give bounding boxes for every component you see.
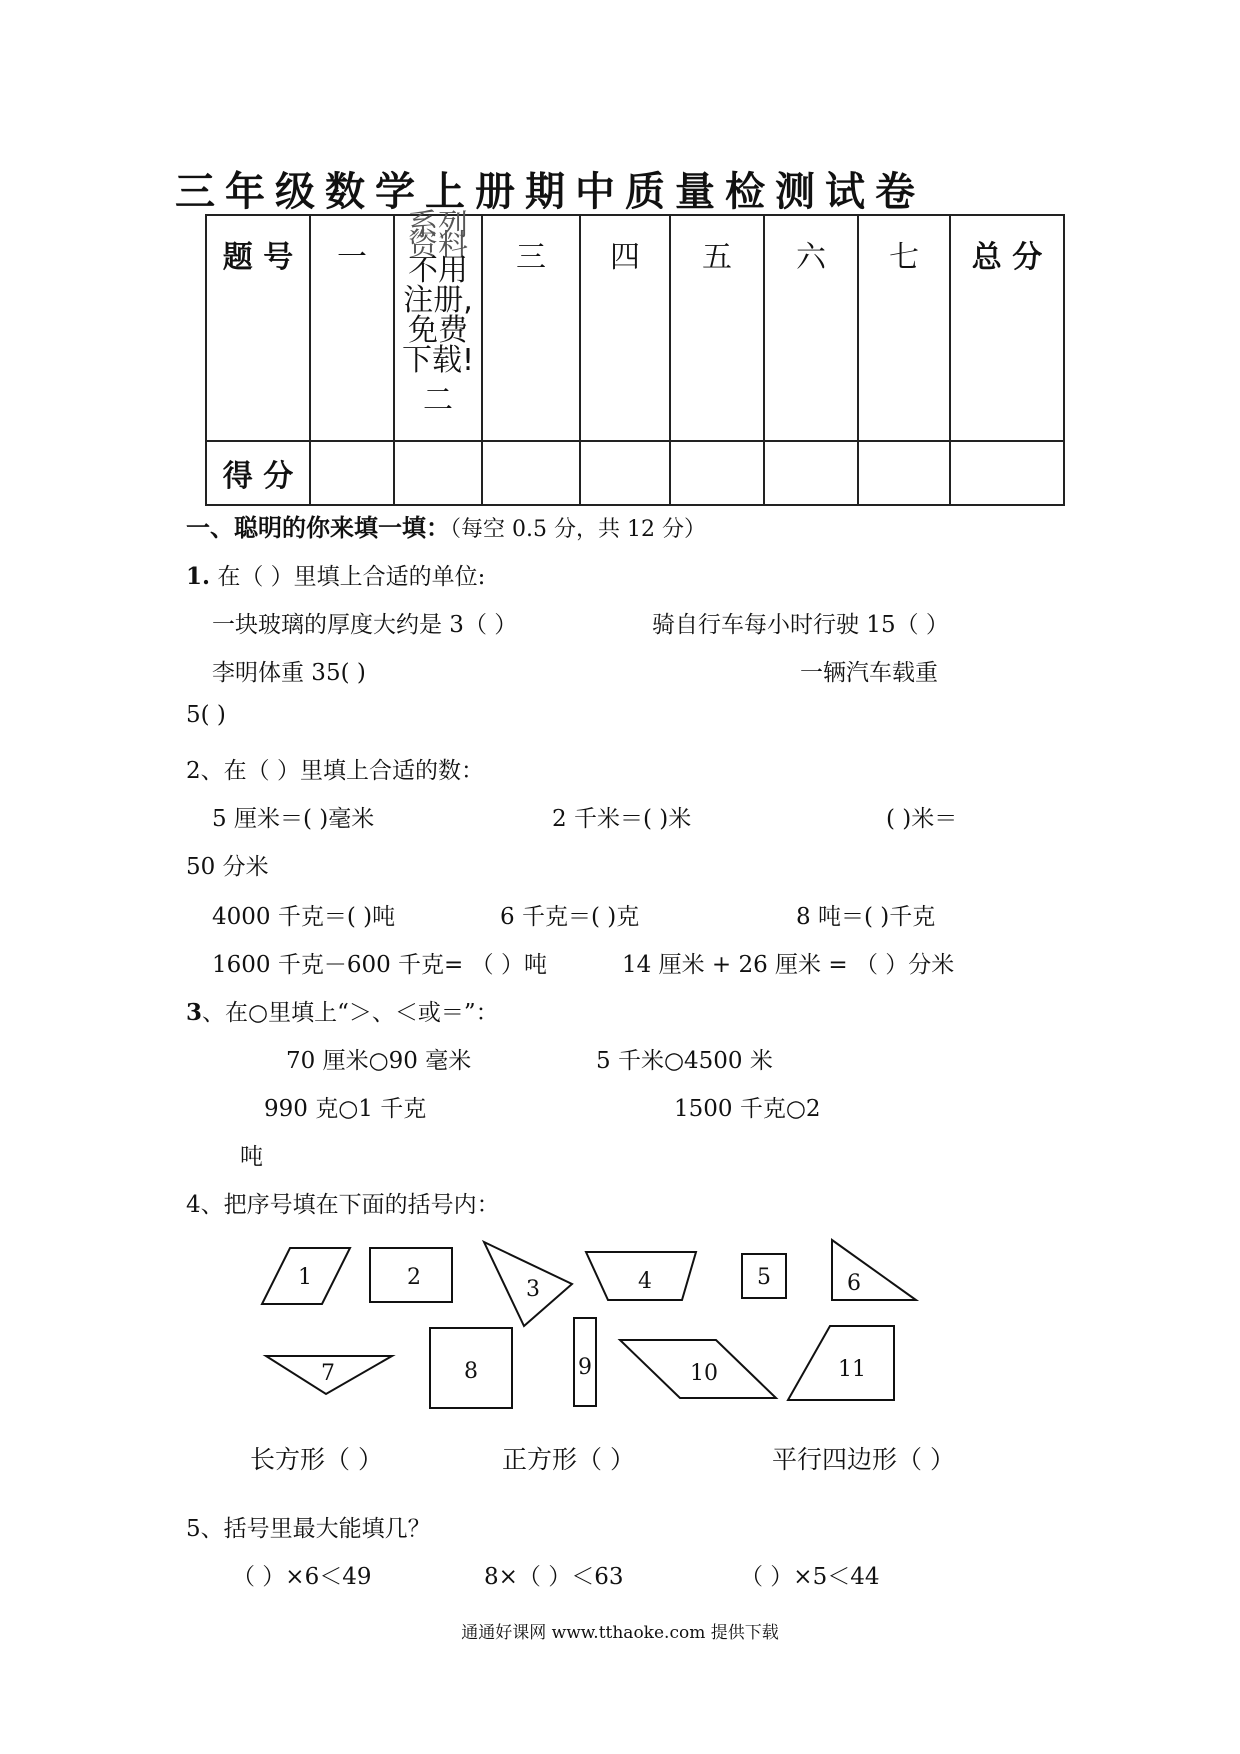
q3-item-e: 吨 (240, 1144, 263, 1170)
score-header-cell: 题 号 (206, 215, 310, 441)
q2-line-3c: 8 吨＝( )千克 (796, 904, 936, 930)
q5-item-a: （ ）×6＜49 (232, 1564, 372, 1590)
score-header-cell: 三 (482, 215, 580, 441)
shape-6-triangle (832, 1240, 916, 1300)
q3-number: 3 (186, 999, 203, 1026)
q3-item-a: 70 厘米○90 毫米 (286, 1048, 472, 1074)
q1-line-c: 李明体重 35( ) (212, 660, 366, 686)
q3-item-b: 5 千米○4500 米 (596, 1048, 773, 1074)
score-header-cell: 一 (310, 215, 394, 441)
shape-6-label: 6 (847, 1271, 861, 1296)
section-1-note: （每空 0.5 分，共 12 分） (450, 517, 706, 542)
shape-7-label: 7 (321, 1361, 335, 1386)
score-row-label: 得 分 (206, 441, 310, 505)
score-header-er: 二 (423, 383, 453, 418)
q4-answer-square: 正方形（ ） (502, 1445, 635, 1474)
q2-line-4b: 14 厘米 + 26 厘米 = （ ）分米 (622, 952, 955, 978)
shape-10-label: 10 (690, 1361, 718, 1386)
q2-line-3b: 6 千克＝( )克 (500, 904, 640, 930)
shape-5-label: 5 (757, 1265, 771, 1290)
shape-11-label: 11 (838, 1357, 866, 1382)
score-header-cell: 六 (764, 215, 858, 441)
shape-8-label: 8 (464, 1359, 478, 1384)
shape-4-label: 4 (638, 1269, 652, 1294)
footer-text: 通通好课网 www.tthaoke.com 提供下载 (461, 1623, 779, 1643)
q3-item-d: 1500 千克○2 (674, 1096, 821, 1122)
q5-item-b: 8×（ ）＜63 (484, 1564, 624, 1590)
q4-answer-parallelogram: 平行四边形（ ） (772, 1445, 955, 1474)
q1-line-e: 5( ) (186, 702, 226, 728)
q3-text: 、在○里填上“＞、＜或＝”： (202, 1000, 499, 1026)
q2-line-1b: 2 千米＝( )米 (552, 806, 692, 832)
score-header-cell: 七 (858, 215, 950, 441)
q2-stem: 2、在（ ）里填上合适的数： (186, 758, 484, 784)
page-title: 三年级数学上册期中质量检测试卷 (175, 169, 925, 215)
q1-number: 1. (186, 563, 211, 590)
q5-stem: 5、括号里最大能填几？ (186, 1516, 431, 1542)
q2-line-2: 50 分米 (186, 854, 269, 880)
shape-3-label: 3 (526, 1277, 540, 1302)
q1-text: 在（ ）里填上合适的单位: (217, 564, 486, 590)
score-header-cell: 四 (580, 215, 670, 441)
q1-line-d: 一辆汽车载重 (800, 660, 938, 686)
q3-item-c: 990 克○1 千克 (264, 1096, 427, 1122)
score-header-cell: 总 分 (950, 215, 1064, 441)
q2-line-1a: 5 厘米＝( )毫米 (212, 806, 375, 832)
q4-stem: 4、把序号填在下面的括号内： (186, 1192, 500, 1218)
ad-text-1: 系列资料 (408, 208, 468, 263)
score-header-cell: 五 (670, 215, 764, 441)
q2-line-1c: ( )米＝ (886, 806, 958, 832)
q2-line-4a: 1600 千克－600 千克= （ ）吨 (212, 952, 547, 978)
q2-line-3a: 4000 千克＝( )吨 (212, 904, 396, 930)
q1-line-a: 一块玻璃的厚度大约是 3（ ） (212, 612, 518, 638)
ad-text-2: 不用注册,免费下载! (401, 253, 475, 378)
shape-2-label: 2 (407, 1265, 421, 1290)
q4-answer-rectangle: 长方形（ ） (250, 1445, 383, 1474)
q1-line-b: 骑自行车每小时行驶 15（ ） (652, 612, 949, 638)
shape-9-label: 9 (578, 1355, 592, 1380)
section-1-title: 一、聪明的你来填一填： (186, 514, 450, 542)
shape-1-label: 1 (298, 1265, 312, 1290)
q5-item-c: （ ）×5＜44 (740, 1564, 880, 1590)
